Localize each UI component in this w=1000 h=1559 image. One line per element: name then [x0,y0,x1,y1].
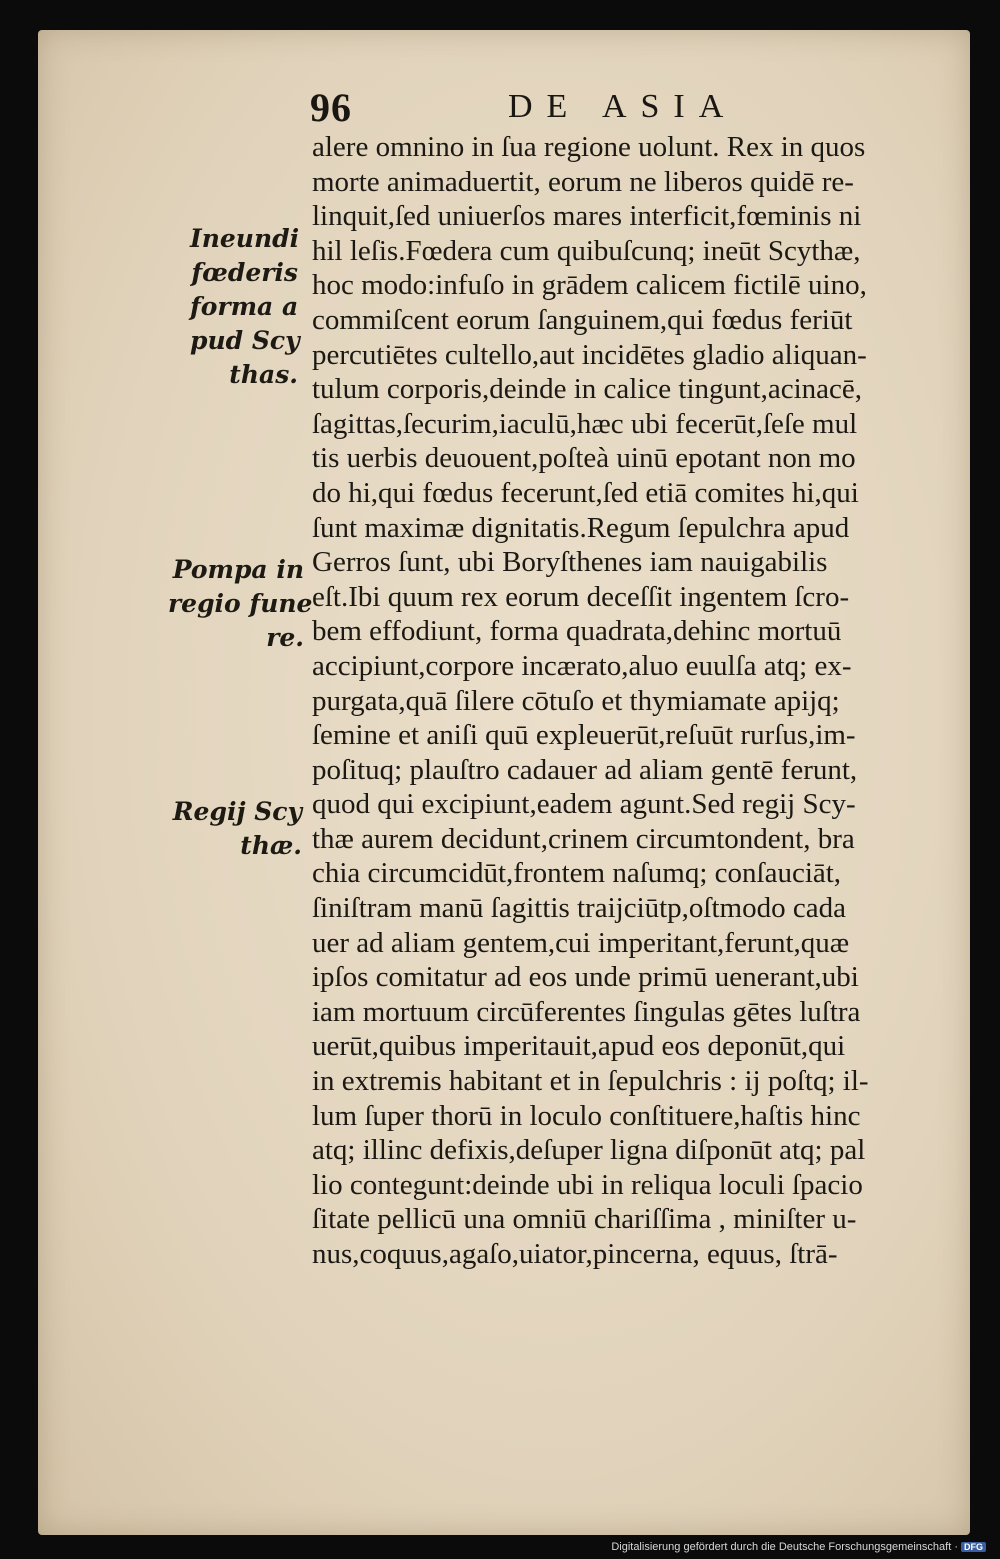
text-line: Gerros ſunt, ubi Boryſthenes iam nauigabilis [312,546,828,579]
text-line: ſiniſtram manū ſagittis traijciūtp,oſtmodo cada [312,892,846,925]
text-line: hoc modo:infuſo in grādem calicem fictilē uino, [312,269,867,302]
marginal-note-line: Ineundi [190,224,300,253]
text-line: thæ aurem decidunt,crinem circumtondent, bra [312,822,855,855]
text-line: nus,coquus,agaſo,uiator,pincerna, equus, ſtrā- [312,1238,838,1270]
text-line: ſagittas,ſecurim,iaculū,hæc ubi fecerūt,ſeſe mul [312,407,858,440]
text-line: tis uerbis deuouent,poſteà uinū epotant non mo [312,442,856,475]
page-number: 96 [310,85,352,130]
dfg-logo: DFG [961,1542,986,1552]
text-line: bem effodiunt, forma quadrata,dehinc mortuū [312,615,842,648]
text-line: chia circumcidūt,frontem naſumq; conſauciāt, [312,857,842,890]
marginal-note-line: pud Scy [190,326,300,355]
text-line: alere omnino in ſua regione uolunt. Rex in quos [312,131,866,163]
text-line: ſemine et aniſi quū expleuerūt,reſuūt rurſus,im- [312,719,856,752]
body-text [312,130,964,1272]
text-line: percutiētes cultello,aut incidētes gladio aliquan- [312,338,867,371]
text-line: ſitate pellicū una omniū chariſſima , miniſter u- [312,1203,857,1236]
text-line: tulum corporis,deinde in calice tingunt,acinacē, [312,373,862,406]
marginal-note-line: regio fune [168,589,313,618]
text-line: lio contegunt:deinde ubi in reliqua loculi ſpacio [312,1168,863,1201]
marginal-note-line: re. [266,623,304,652]
marginal-note-line: forma a [190,292,299,321]
text-line: linquit,ſed uniuerſos mares interficit,fœminis ni [312,200,862,233]
text-line: hil leſis.Fœdera cum quibuſcunq; ineūt Scythæ, [312,234,861,267]
running-head: DE ASIA [508,88,738,125]
footer-credit [611,1541,986,1553]
marginal-note-royal-scythians [172,795,302,863]
text-line: uer ad aliam gentem,cui imperitant,ferunt,quæ [312,926,850,959]
text-line: morte animaduertit, eorum ne liberos quidē re- [312,165,854,198]
text-line: ſunt maximæ dignitatis.Regum ſepulchra apud [312,511,850,544]
marginal-note-line: thæ. [240,831,302,860]
marginal-note-treaty [190,222,298,392]
text-line: commiſcent eorum ſanguinem,qui fœdus feriūt [312,303,853,336]
text-line: atq; illinc defixis,deſuper ligna diſponūt atq; pal [312,1134,866,1167]
marginal-note-line: Regij Scy [172,797,302,826]
text-line: in extremis habitant et in ſepulchris : ij poſtq; il- [312,1065,869,1098]
text-line: quod qui excipiunt,eadem agunt.Sed regij Scy- [312,788,856,821]
footer-text: Digitalisierung gefördert durch die Deutsche Forschungsgemeinschaft · [611,1541,958,1553]
text-line: lum ſuper thorū in loculo conſtituere,haſtis hinc [312,1099,861,1132]
text-line: accipiunt,corpore incærato,aluo euulſa atq; ex- [312,649,852,682]
text-line: do hi,qui fœdus fecerunt,ſed etiā comites hi,qui [312,476,859,509]
marginal-note-line: fœderis [191,258,298,287]
text-line: purgata,quā ſilere cōtuſo et thymiamate apijq; [312,684,840,717]
marginal-note-funeral [168,553,313,655]
text-line: eſt.Ibi quum rex eorum deceſſit ingentem ſcro- [312,580,850,613]
text-line: iam mortuum circūferentes ſingulas gētes luſtra [312,995,861,1028]
text-line: uerūt,quibus imperitauit,apud eos deponūt,qui [312,1030,846,1063]
text-line: ipſos comitatur ad eos unde primū uenerant,ubi [312,961,859,994]
text-line: poſituq; plauſtro cadauer ad aliam gentē ferunt, [312,753,858,786]
marginal-note-line: thas. [229,360,298,389]
marginal-note-line: Pompa in [172,555,304,584]
